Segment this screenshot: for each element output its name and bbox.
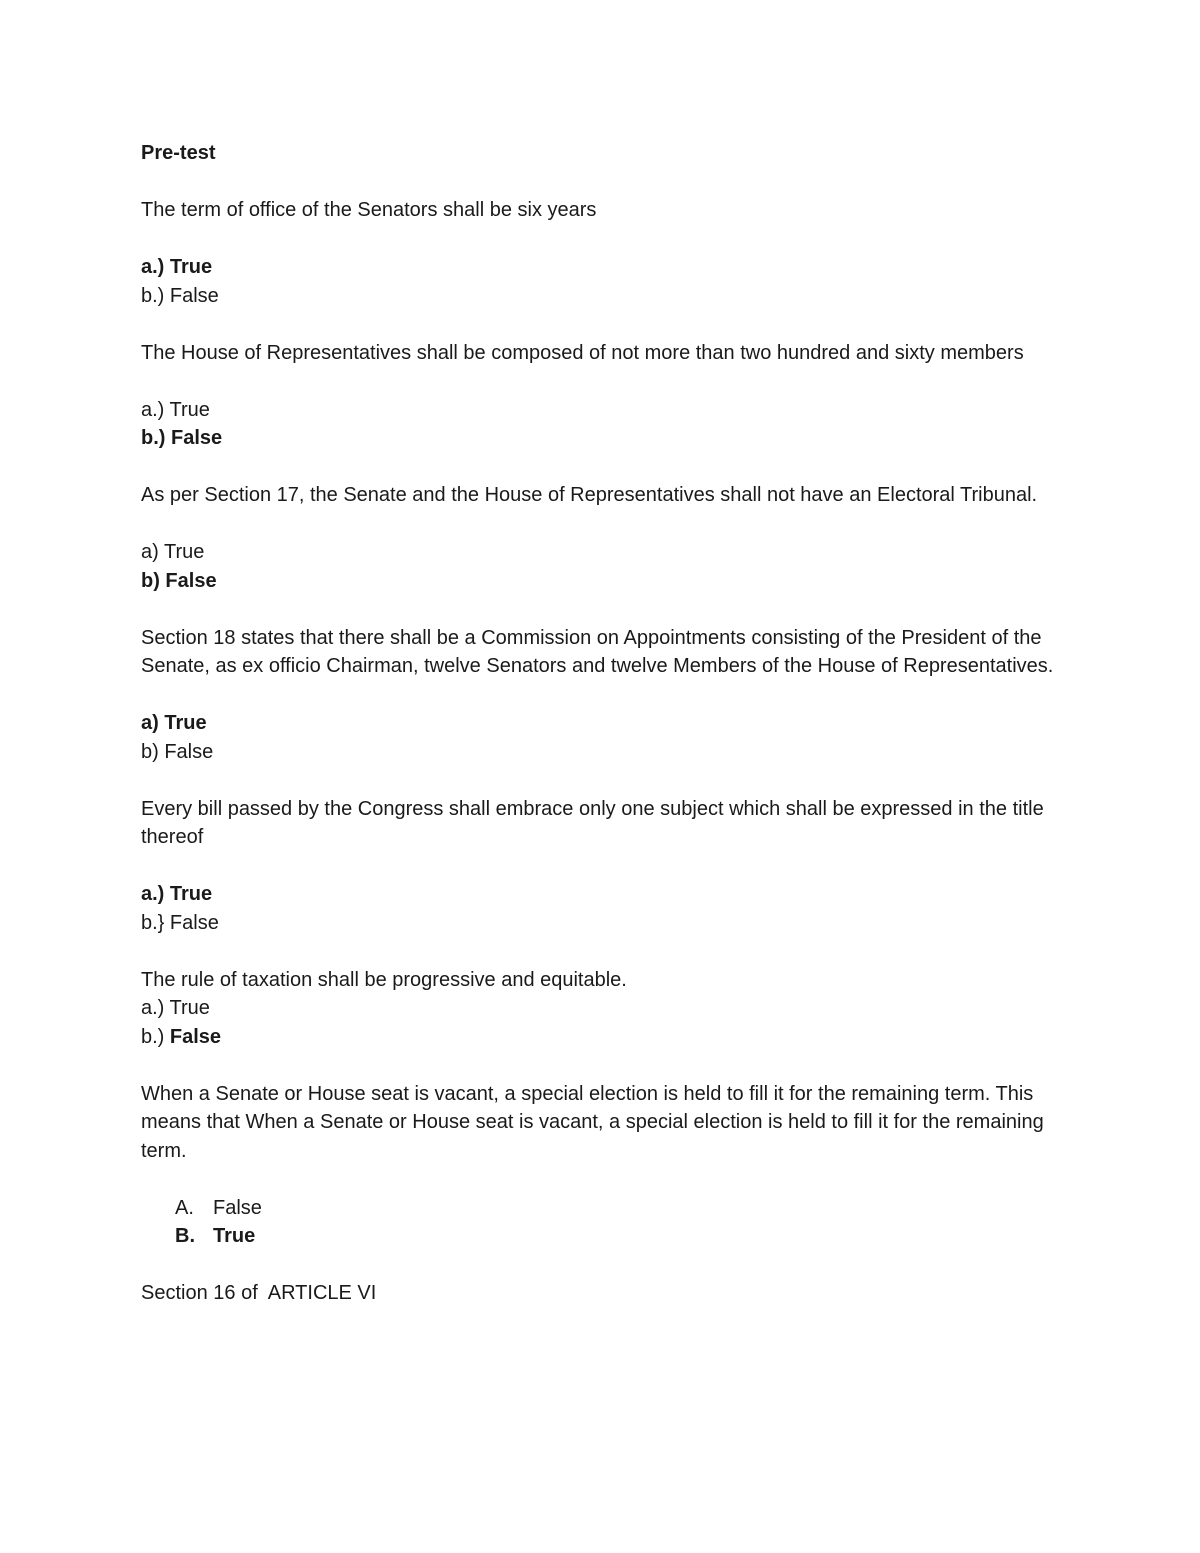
question-1-option-b: b.) False	[141, 284, 219, 307]
list-label: True	[213, 1225, 256, 1247]
question-4-text: Section 18 states that there shall be a Commission on Appointments consisting of the President of the Senate, as ex officio Chairman, twelve Senators and twelve Members of the House of Representatives.	[141, 626, 1054, 677]
question-1-option-a: a.) True	[141, 256, 213, 278]
question-6-option-b-prefix: b.)	[141, 1025, 170, 1048]
question-4-option-b: b) False	[141, 740, 214, 763]
question-3-text: As per Section 17, the Senate and the House of Representatives shall not have an Electoral Tribunal.	[141, 484, 1038, 506]
question-4-option-a: a) True	[141, 712, 207, 734]
question-7-text: When a Senate or House seat is vacant, a special election is held to fill it for the remaining term. This means that When a Senate or House seat is vacant, a special election is held to fill it for the remaining term.	[141, 1082, 1044, 1162]
list-marker: B.	[175, 1225, 195, 1247]
question-5-option-b: b.} False	[141, 911, 219, 934]
document-title: Pre-test	[141, 142, 216, 164]
question-5-option-a: a.) True	[141, 883, 213, 905]
question-5-text: Every bill passed by the Congress shall embrace only one subject which shall be expressed in the title thereof	[141, 797, 1044, 848]
question-7-options	[141, 1194, 1071, 1251]
question-3-option-b: b) False	[141, 569, 217, 592]
question-6-option-b-answer: False	[169, 1025, 222, 1048]
question-6-text: The rule of taxation shall be progressive and equitable.	[141, 968, 627, 991]
question-1-text: The term of office of the Senators shall be six years	[141, 199, 597, 221]
question-6-option-b	[141, 1023, 1071, 1052]
question-7-option-b	[175, 1222, 1071, 1251]
list-marker: A.	[175, 1196, 194, 1219]
document-page	[141, 139, 1071, 1308]
question-3-option-a: a) True	[141, 541, 205, 563]
question-7-option-a	[175, 1194, 1071, 1223]
question-2-text: The House of Representatives shall be composed of not more than two hundred and sixty members	[141, 341, 1024, 364]
question-2-option-b: b.) False	[141, 427, 223, 449]
question-6-option-a: a.) True	[141, 997, 210, 1019]
question-2-option-a: a.) True	[141, 398, 210, 421]
document-footer-reference: Section 16 of ARTICLE VI	[141, 1282, 377, 1304]
list-label: False	[213, 1196, 262, 1219]
